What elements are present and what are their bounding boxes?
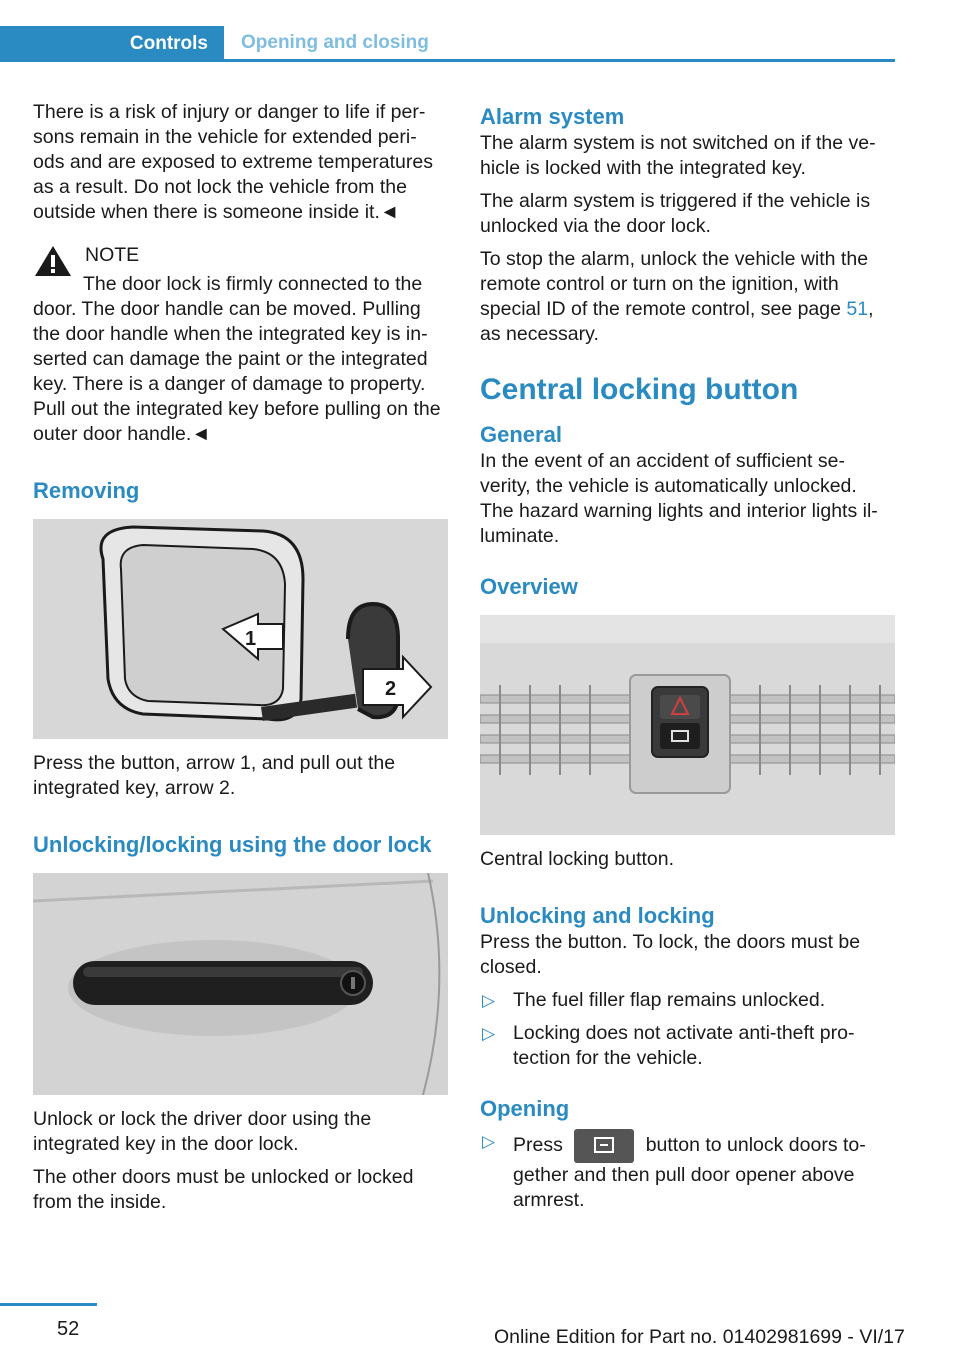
- alarm-text-start: To stop the alarm, unlock the vehicle with the remote control or turn on the ignition, with special ID of the remote control, see page: [480, 248, 869, 320]
- section-tab[interactable]: [224, 26, 895, 62]
- chapter-tab[interactable]: [0, 26, 224, 62]
- unlocking-text: Press the button. To lock, the doors must be closed.: [480, 931, 861, 978]
- dashboard-illustration: [480, 615, 895, 835]
- page-reference-link[interactable]: 51: [846, 298, 869, 320]
- unlocking-heading: Unlocking and locking: [480, 903, 715, 928]
- chapter-label: Controls: [129, 33, 208, 54]
- note-block: [33, 243, 448, 268]
- warning-icon: [33, 243, 73, 279]
- removing-caption: Press the button, arrow 1, and pull out the integrated key, arrow 2.: [33, 752, 396, 799]
- page-header: [0, 26, 895, 62]
- arrow-label-2: 2: [385, 678, 397, 700]
- door-lock-caption: Unlock or lock the driver door using the integrated key in the door lock.: [33, 1108, 372, 1155]
- opening-heading: Opening: [480, 1096, 570, 1121]
- alarm-paragraph-3: [480, 247, 895, 347]
- removing-heading: Removing: [33, 478, 140, 503]
- list-item: [480, 988, 895, 1013]
- overview-caption: Central locking button.: [480, 848, 675, 870]
- list-item-text: The fuel filler flap remains unlocked.: [513, 989, 826, 1011]
- key-illustration: [33, 519, 448, 739]
- door-lock-heading: Unlocking/locking using the door lock: [33, 832, 432, 857]
- list-item: [480, 1021, 895, 1071]
- list-item-text: Locking does not activate anti-theft pro-tection for the vehicle.: [513, 1022, 855, 1069]
- overview-heading: Overview: [480, 574, 578, 599]
- footer-rule: [0, 1303, 97, 1306]
- central-locking-heading: Central locking button: [480, 373, 799, 406]
- bullet-triangle-icon: ▷: [482, 1024, 496, 1043]
- door-lock-text: The other doors must be unlocked or locked from the inside.: [33, 1166, 414, 1213]
- intro-paragraph: There is a risk of injury or danger to life if per-sons remain in the vehicle for extended peri-ods and are exposed to extreme temperatures as a result. Do not lock the vehicle from the outside when there is someone inside it.◄: [33, 101, 433, 223]
- section-label: Opening and closing: [241, 31, 429, 53]
- press-label: Press: [513, 1134, 563, 1157]
- arrow-label-1: 1: [245, 628, 257, 650]
- general-text: In the event of an accident of sufficient se-verity, the vehicle is automatically unlocked. The hazard warning lights and interior lights il-luminate.: [480, 450, 878, 547]
- page-number: 52: [57, 1318, 80, 1340]
- door-handle-figure: [33, 873, 448, 1095]
- left-column: [33, 100, 448, 1223]
- central-locking-button-icon: [574, 1129, 634, 1163]
- bullet-triangle-icon: ▷: [482, 1132, 496, 1151]
- general-heading: General: [480, 422, 562, 447]
- opening-text: button to unlock doors to-gether and then pull door opener above armrest.: [513, 1134, 866, 1211]
- note-text: The door lock is firmly connected to the door. The door handle can be moved. Pulling the door handle when the integrated key is in-serted can damage the paint or the integrated key. There is a danger of damage to property. Pull out the integrated key before pulling on the outer door handle.◄: [33, 273, 441, 445]
- door-handle-illustration: [33, 873, 448, 1095]
- edition-text: Online Edition for Part no. 01402981699 - VI/17: [494, 1326, 905, 1348]
- central-button-figure: [480, 615, 895, 835]
- alarm-heading: Alarm system: [480, 104, 625, 129]
- right-column: [480, 100, 895, 1221]
- alarm-text-end: , as necessary.: [480, 298, 874, 345]
- alarm-paragraph-2: The alarm system is triggered if the vehicle is unlocked via the door lock.: [480, 190, 871, 237]
- alarm-paragraph-1: The alarm system is not switched on if the ve-hicle is locked with the integrated key.: [480, 132, 876, 179]
- key-removal-figure: [33, 519, 448, 739]
- note-label: NOTE: [85, 244, 140, 266]
- list-item: [480, 1129, 895, 1213]
- bullet-triangle-icon: ▷: [482, 991, 496, 1010]
